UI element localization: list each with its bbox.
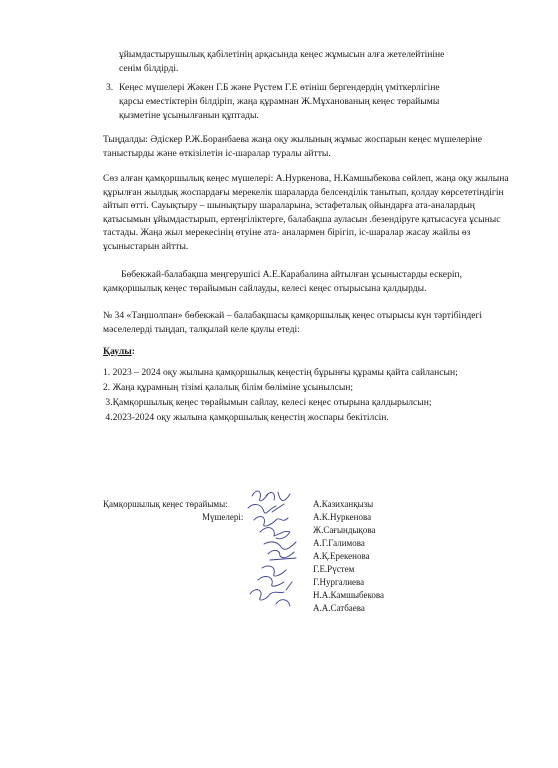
signatory-name-4: А.Г.Галимова: [313, 538, 365, 548]
signatory-name-2: А.К.Нуркенова: [313, 512, 372, 522]
item3-number: 3.: [106, 82, 114, 93]
signatory-name-7: Г.Нургалиева: [313, 577, 365, 587]
signatory-name-5: А.Қ.Ерекенова: [313, 551, 370, 561]
resolution-title: Қаулы: [103, 346, 132, 357]
speech-paragraph: Сөз алған қамқоршылық кеңес мүшелері: А.Нуркенова, Н.Камшыбекова сөйлеп, жаңа оқу жылына құрылған жылдық жоспардағы мерекелік шараларда белсенділік танытып, қолдау көрсететіндігін айтып өтті. Сауықтыру – шынықтыру шараларына, эстафеталық ойындарға ата-аналардың қатысымын ұйымдастырып, ертеңгіліктерге, балабақша ауласын .безендіруге қатысасуға ұсыныс тастады. Жаңа жыл мерекесінің өтуіне ата- аналармен бірігіп, іс-шаралар жасау жайлы өз ұсыныстарын айтты.: [103, 173, 509, 252]
agenda-paragraph: № 34 «Таңшолпан» бөбекжай – балабақшасы қамқоршылық кеңес отырысы күн тәртібіндегі мәселелерді тыңдап, талқылай келе қаулы етеді:: [103, 310, 483, 335]
resolution-item-3: 3.Қамқоршылық кеңес төрайымын сайлау, келесі кеңес отырына қалдырылсын;: [103, 397, 432, 408]
head-note-paragraph: Бөбекжай-балабақша меңгерушісі А.Е.Карабалина айтылған ұсыныстарды ескеріп, қамқоршылық кеңес төрайымын сайлауды, келесі кеңес отырысына қалдырды.: [103, 269, 463, 294]
signatory-name-9: А.А.Сатбаева: [313, 603, 365, 613]
resolution-item-2: 2. Жаңа құрамның тізімі қалалық білім бөліміне ұсынылсын;: [103, 382, 354, 393]
item3-line1: Кеңес мүшелері Жәкен Г.Б және Рүстем Г.Е өтініш бергендердің үміткерлігіне: [119, 82, 440, 93]
signatory-name-1: А.Казиханқызы: [313, 499, 374, 509]
item2-continuation-line2: сенім білдірді.: [119, 63, 179, 74]
chair-label: Қамқоршылық кеңес төрайымы:: [103, 499, 228, 509]
item2-continuation-line1: ұйымдастырушылық қабілетінің арқасында кеңес жұмысын алға жетелейтініне: [119, 49, 445, 60]
signatory-name-8: Н.А.Камшыбекова: [313, 590, 385, 600]
item3-line3: қызметіне ұсынылғанын құптады.: [119, 110, 259, 121]
signatory-name-6: Г.Е.Рүстем: [313, 564, 355, 574]
members-label: Мүшелері:: [202, 512, 244, 522]
handwritten-signatures: [240, 486, 320, 616]
resolution-item-4: 4.2023-2024 оқу жылына қамқоршылық кеңестің жоспары бекітілсін.: [103, 412, 389, 423]
resolution-heading: [103, 345, 135, 359]
resolution-colon: :: [131, 346, 135, 357]
signatory-name-3: Ж.Сағындықова: [313, 525, 376, 535]
resolution-item-1: 1. 2023 – 2024 оқу жылына қамқоршылық кеңестің бұрынғы құрамы қайта сайлансын;: [103, 367, 458, 378]
item3-line2: қарсы еместіктерін білдіріп, жаңа құрамнан Ж.Мұханованың кеңес төрайымы: [119, 96, 440, 107]
listened-paragraph: Тыңдалды: Әдіскер Р.Ж.Боранбаева жаңа оқу жылының жұмыс жоспарын кеңес мүшелеріне таныстырды және өткізілетін іс-шаралар туралы айтты.: [103, 134, 483, 159]
